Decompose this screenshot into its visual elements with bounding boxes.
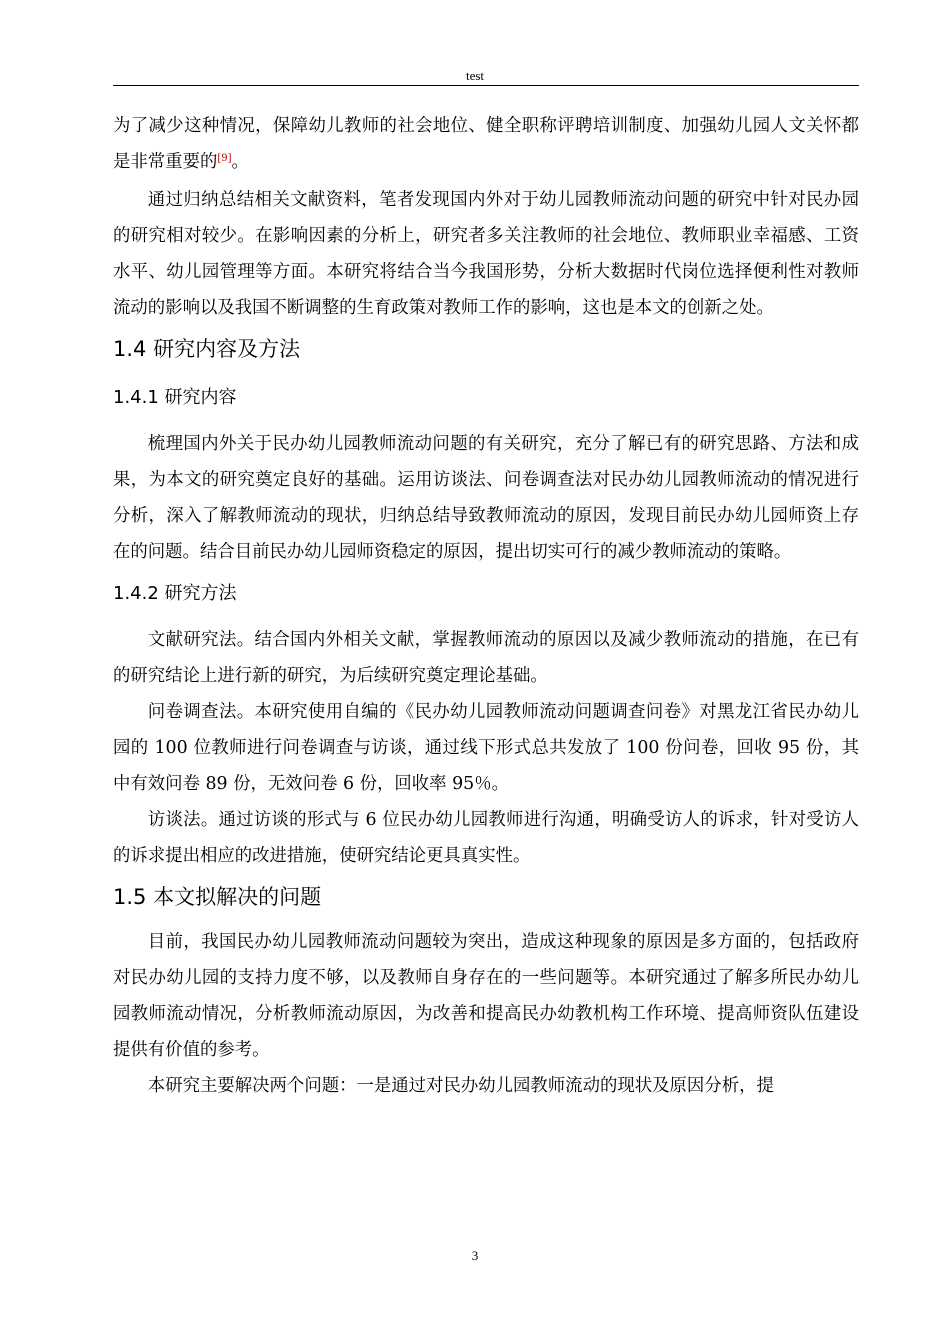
header-divider [113,85,859,86]
paragraph-1 [113,108,859,180]
paragraph-8: 本研究主要解决两个问题：一是通过对民办幼儿园教师流动的现状及原因分析，提 [147,1076,774,1096]
page-body [113,108,859,1104]
page-header: test [465,68,485,83]
paragraph-3: 梳理国内外关于民办幼儿园教师流动问题的有关研究，充分了解已有的研究思路、方法和成果，为本文的研究奠定良好的基础。运用访谈法、问卷调查法对民办幼儿园教师流动的情况进行分析，深入了解教师流动的现状，归纳总结导致教师流动的原因，发现目前民办幼儿园师资上存在的问题。结合目前民办幼儿园师资稳定的原因，提出切实可行的减少教师流动的策略。 [113,434,859,562]
paragraph-1-end: 。 [231,152,249,172]
paragraph-2: 通过归纳总结相关文献资料，笔者发现国内外对于幼儿园教师流动问题的研究中针对民办园的研究相对较少。在影响因素的分析上，研究者多关注教师的社会地位、教师职业幸福感、工资水平、幼儿园管理等方面。本研究将结合当今我国形势，分析大数据时代岗位选择便利性对教师流动的影响以及我国不断调整的生育政策对教师工作的影响，这也是本文的创新之处。 [113,190,859,318]
section-heading-1-4: 1.4 研究内容及方法 [113,337,301,361]
section-heading-1-4-2: 1.4.2 研究方法 [113,583,237,604]
section-heading-1-5: 1.5 本文拟解决的问题 [113,885,322,909]
paragraph-5: 问卷调查法。本研究使用自编的《民办幼儿园教师流动问题调查问卷》对黑龙江省民办幼儿园的 100 位教师进行问卷调查与访谈，通过线下形式总共发放了 100 份问卷，回收 95 份，其中有效问卷 89 份，无效问卷 6 份，回收率 95％。 [113,702,859,794]
paragraph-7: 目前，我国民办幼儿园教师流动问题较为突出，造成这种现象的原因是多方面的，包括政府对民办幼儿园的支持力度不够，以及教师自身存在的一些问题等。本研究通过了解多所民办幼儿园教师流动情况，分析教师流动原因，为改善和提高民办幼教机构工作环境、提高师资队伍建设提供有价值的参考。 [113,932,859,1060]
citation-ref[interactable]: [9] [217,153,232,164]
paragraph-6: 访谈法。通过访谈的形式与 6 位民办幼儿园教师进行沟通，明确受访人的诉求，针对受访人的诉求提出相应的改进措施，使研究结论更具真实性。 [113,810,859,866]
paragraph-4: 文献研究法。结合国内外相关文献，掌握教师流动的原因以及减少教师流动的措施，在已有的研究结论上进行新的研究，为后续研究奠定理论基础。 [113,630,859,686]
section-heading-1-4-1: 1.4.1 研究内容 [113,387,237,408]
paragraph-1-text: 为了减少这种情况，保障幼儿教师的社会地位、健全职称评聘培训制度、加强幼儿园人文关怀都是非常重要的 [113,116,859,172]
page-number: 3 [471,1248,479,1263]
